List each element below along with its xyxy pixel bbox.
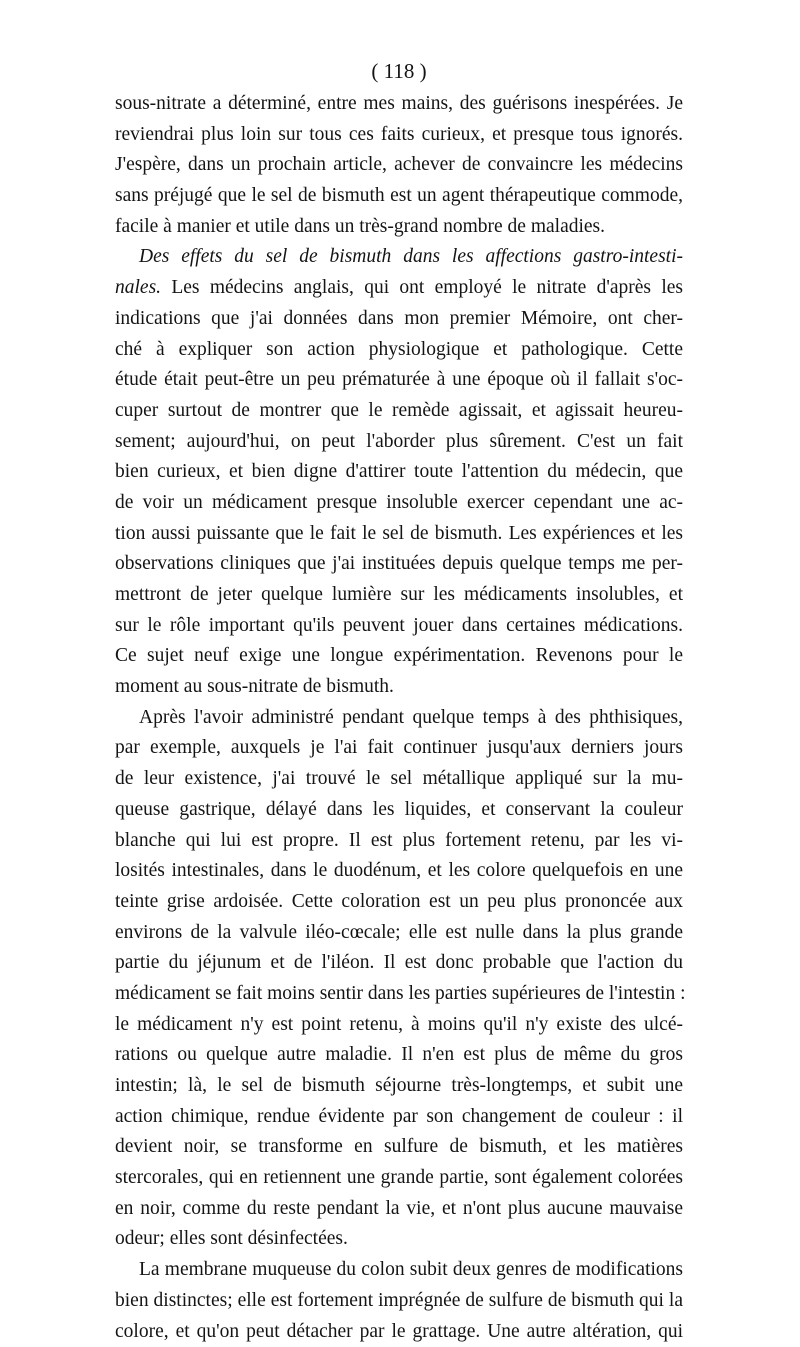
text-line: queuse gastrique, délayé dans les liquides, et conservant la couleur bbox=[115, 795, 683, 826]
section-heading-end: nales. bbox=[115, 277, 161, 298]
text-line: bien distinctes; elle est fortement imprégnée de sulfure de bismuth qui la bbox=[115, 1286, 683, 1317]
text-line: teinte grise ardoisée. Cette coloration est un peu plus prononcée aux bbox=[115, 887, 683, 918]
text-line: colore, et qu'on peut détacher par le grattage. Une autre altération, qui bbox=[115, 1317, 683, 1347]
text-line: observations cliniques que j'ai instituées depuis quelque temps me per- bbox=[115, 549, 683, 580]
text-line: de leur existence, j'ai trouvé le sel métallique appliqué sur la mu- bbox=[115, 764, 683, 795]
section-heading-line: Des effets du sel de bismuth dans les affections gastro-intesti- bbox=[115, 242, 683, 273]
book-page bbox=[115, 56, 683, 1347]
text-line: Après l'avoir administré pendant quelque temps à des phthisiques, bbox=[115, 703, 683, 734]
text-line: par exemple, auxquels je l'ai fait continuer jusqu'aux derniers jours bbox=[115, 733, 683, 764]
text-line: tion aussi puissante que le fait le sel de bismuth. Les expériences et les bbox=[115, 519, 683, 550]
text-line: en noir, comme du reste pendant la vie, et n'ont plus aucune mauvaise bbox=[115, 1194, 683, 1225]
text-line: odeur; elles sont désinfectées. bbox=[115, 1224, 683, 1255]
text-line: sement; aujourd'hui, on peut l'aborder plus sûrement. C'est un fait bbox=[115, 427, 683, 458]
text-line: devient noir, se transforme en sulfure de bismuth, et les matières bbox=[115, 1132, 683, 1163]
text-line: reviendrai plus loin sur tous ces faits curieux, et presque tous ignorés. bbox=[115, 120, 683, 151]
text-fragment: Les médecins anglais, qui ont employé le nitrate d'après les bbox=[161, 277, 683, 298]
text-line: partie du jéjunum et de l'iléon. Il est donc probable que l'action du bbox=[115, 948, 683, 979]
text-line: bien curieux, et bien digne d'attirer toute l'attention du médecin, que bbox=[115, 457, 683, 488]
text-line: Ce sujet neuf exige une longue expérimentation. Revenons pour le bbox=[115, 641, 683, 672]
text-line: étude était peut-être un peu prématurée à une époque où il fallait s'oc- bbox=[115, 365, 683, 396]
text-line: facile à manier et utile dans un très-grand nombre de maladies. bbox=[115, 212, 683, 243]
text-line: intestin; là, le sel de bismuth séjourne très-longtemps, et subit une bbox=[115, 1071, 683, 1102]
text-line: indications que j'ai données dans mon premier Mémoire, ont cher- bbox=[115, 304, 683, 335]
text-line: sur le rôle important qu'ils peuvent jouer dans certaines médications. bbox=[115, 611, 683, 642]
text-line: moment au sous-nitrate de bismuth. bbox=[115, 672, 683, 703]
text-line: sous-nitrate a déterminé, entre mes mains, des guérisons inespérées. Je bbox=[115, 89, 683, 120]
text-line: le médicament n'y est point retenu, à moins qu'il n'y existe des ulcé- bbox=[115, 1010, 683, 1041]
text-line: de voir un médicament presque insoluble exercer cependant une ac- bbox=[115, 488, 683, 519]
text-line bbox=[115, 273, 683, 304]
text-line: sans préjugé que le sel de bismuth est un agent thérapeutique commode, bbox=[115, 181, 683, 212]
page-number: ( 118 ) bbox=[115, 56, 683, 86]
text-line: médicament se fait moins sentir dans les parties supérieures de l'intestin : bbox=[115, 979, 683, 1010]
text-line: action chimique, rendue évidente par son changement de couleur : il bbox=[115, 1102, 683, 1133]
text-line: J'espère, dans un prochain article, achever de convaincre les médecins bbox=[115, 150, 683, 181]
text-line: La membrane muqueuse du colon subit deux genres de modifications bbox=[115, 1255, 683, 1286]
text-line: blanche qui lui est propre. Il est plus fortement retenu, par les vi- bbox=[115, 826, 683, 857]
text-line: ché à expliquer son action physiologique et pathologique. Cette bbox=[115, 335, 683, 366]
text-line: rations ou quelque autre maladie. Il n'en est plus de même du gros bbox=[115, 1040, 683, 1071]
text-line: losités intestinales, dans le duodénum, et les colore quelquefois en une bbox=[115, 856, 683, 887]
text-line: environs de la valvule iléo-cœcale; elle est nulle dans la plus grande bbox=[115, 918, 683, 949]
text-line: stercorales, qui en retiennent une grande partie, sont également colorées bbox=[115, 1163, 683, 1194]
text-line: mettront de jeter quelque lumière sur les médicaments insolubles, et bbox=[115, 580, 683, 611]
text-line: cuper surtout de montrer que le remède agissait, et agissait heureu- bbox=[115, 396, 683, 427]
